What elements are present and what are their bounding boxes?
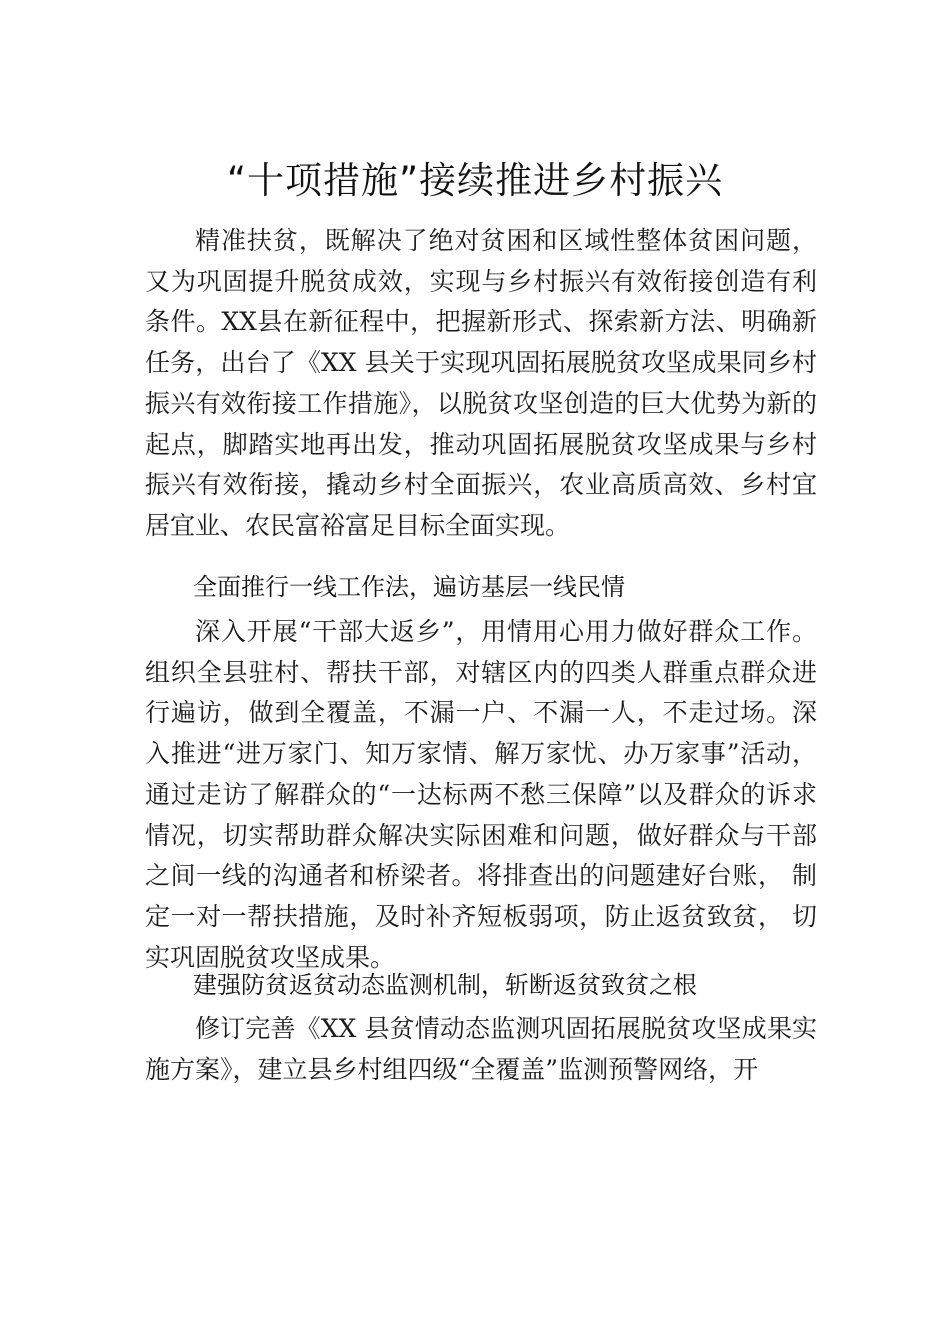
paragraph-section-1: 深入开展“干部大返乡”，用情用心用力做好群众工作。组织全县驻村、帮扶干部，对辖区内的四类人群重点群众进行遍访，做到全覆盖，不漏一户、不漏一人，不走过场。深入推进“进万家门、知万家情、解万家忧、办万家事”活动， 通过走访了解群众的“一达标两不愁三保障”以及群众的诉求情况，切实帮助群众解决实际困难和问题，做好群众与干部之间一线的沟通者和桥梁者。将排查出的问题建好台账， 制定一对一帮扶措施，及时补齐短板弱项，防止返贫致贫， 切实巩固脱贫攻坚成果。 [145, 617, 817, 972]
paragraph-section-2: 修订完善《XX 县贫情动态监测巩固拓展脱贫攻坚成果实施方案》，建立县乡村组四级“全覆盖”监测预警网络，开 [145, 1014, 817, 1084]
section-heading-2: 建强防贫返贫动态监测机制，斩断返贫致贫之根 [193, 971, 697, 999]
section-heading-1: 全面推行一线工作法，遍访基层一线民情 [193, 573, 625, 601]
paragraph-intro: 精准扶贫，既解决了绝对贫困和区域性整体贫困问题，又为巩固提升脱贫成效，实现与乡村振兴有效衔接创造有利条件。XX县在新征程中，把握新形式、探索新方法、明确新任务，出台了《XX 县关于实现巩固拓展脱贫攻坚成果同乡村振兴有效衔接工作措施》，以脱贫攻坚创造的巨大优势为新的起点，脚踏实地再出发，推动巩固拓展脱贫攻坚成果与乡村振兴有效衔接，撬动乡村全面振兴，农业高质高效、乡村宜居宜业、农民富裕富足目标全面实现。 [145, 226, 817, 540]
document-title: “十项措施”接续推进乡村振兴 [226, 159, 724, 202]
